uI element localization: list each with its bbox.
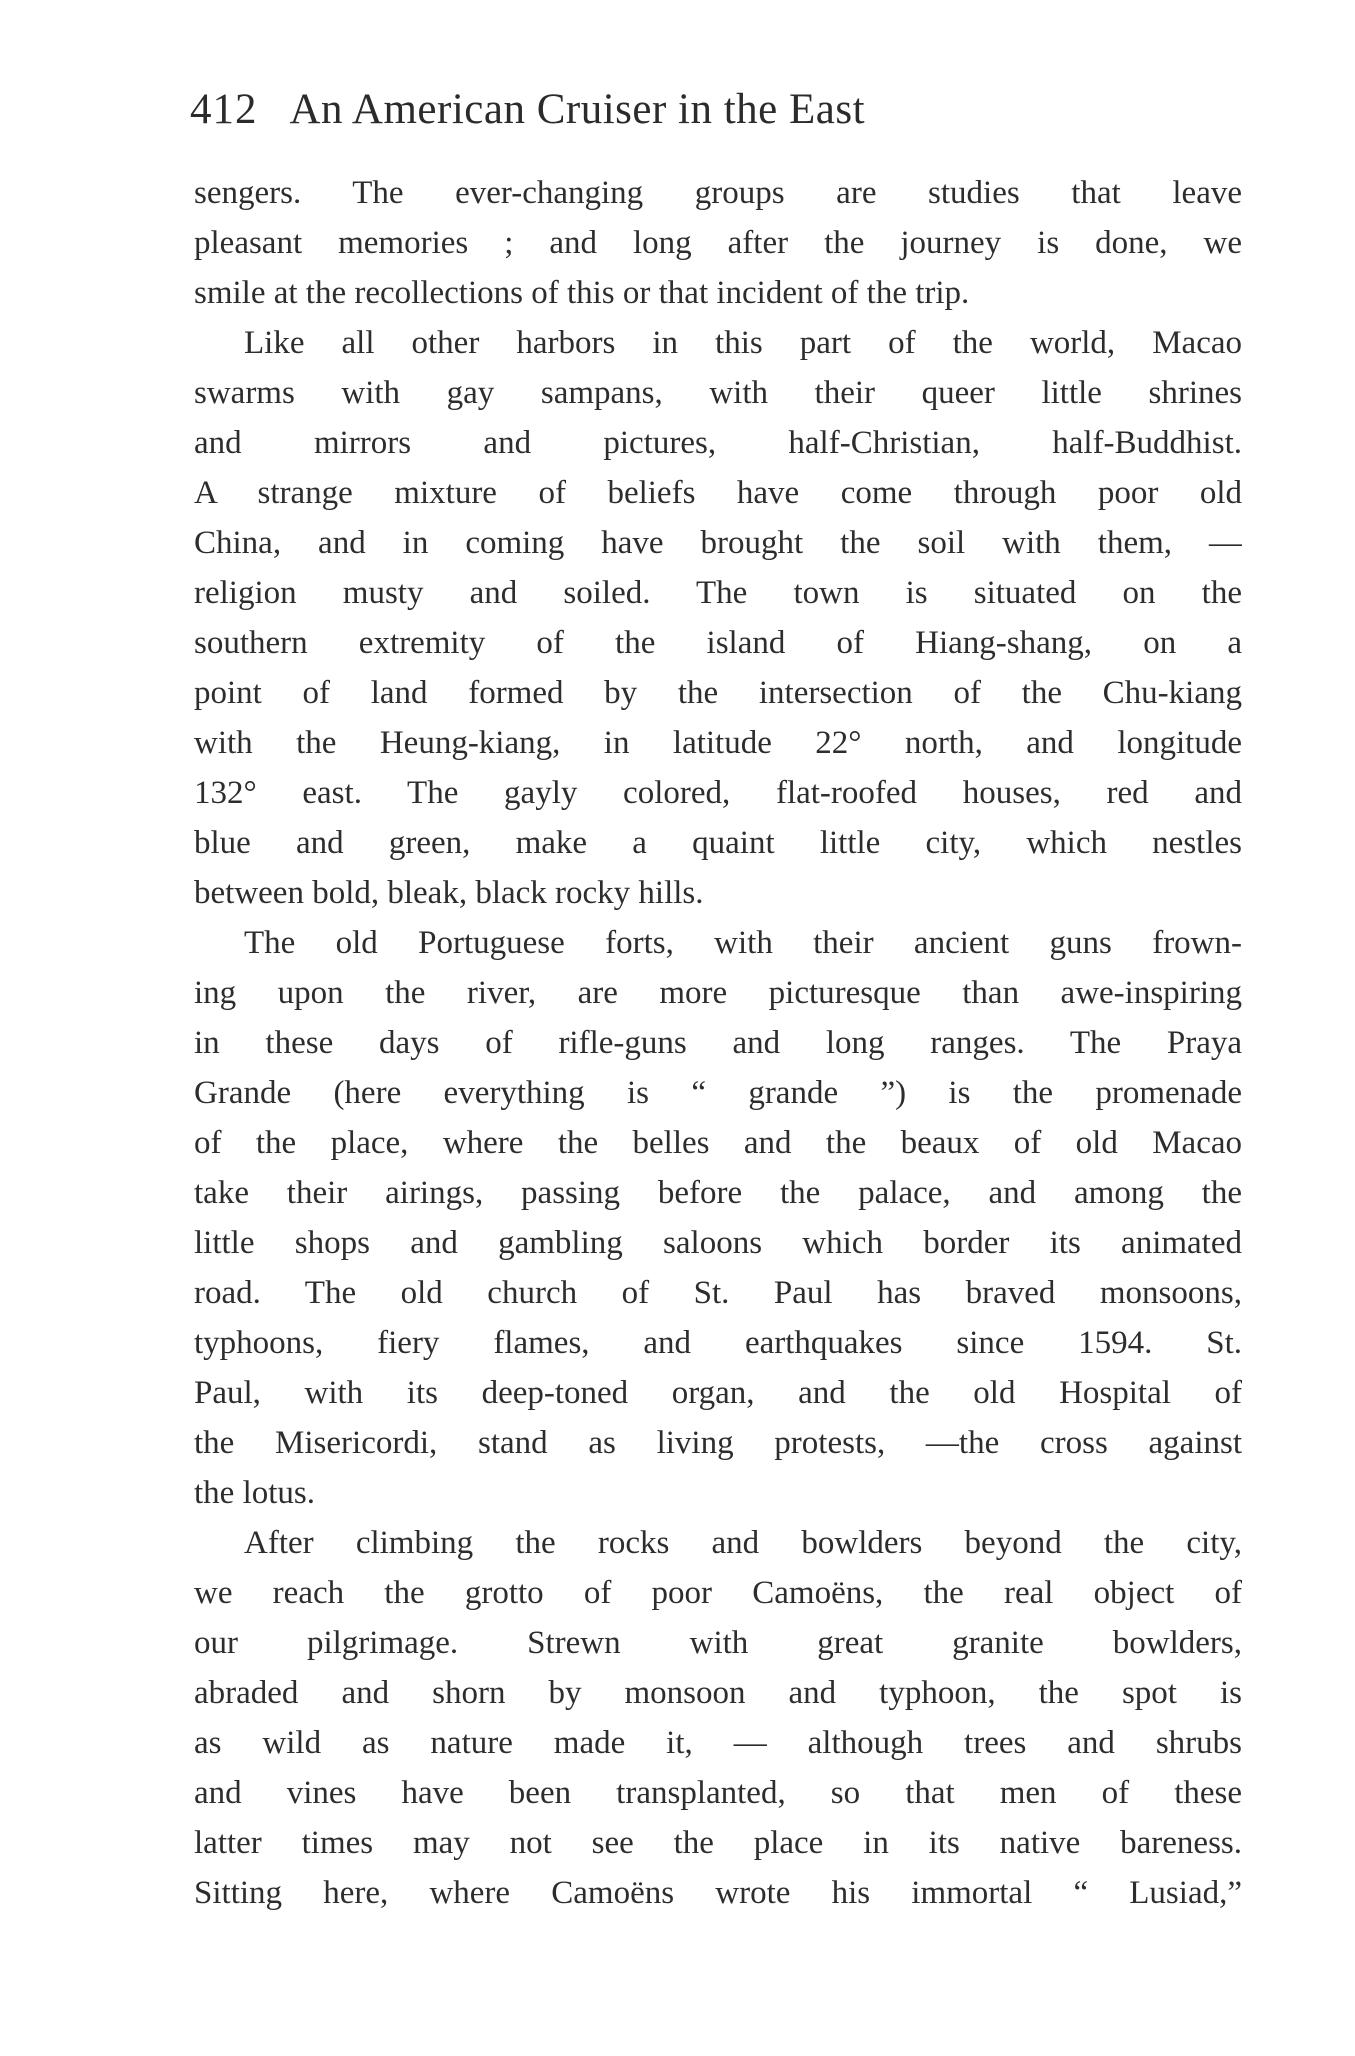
book-title: An American Cruiser in the East: [289, 86, 866, 133]
text-line: 132° east. The gayly colored, flat-roofed houses, red and: [194, 775, 1242, 811]
text-line: point of land formed by the intersection of the Chu-kiang: [194, 675, 1242, 711]
text-line: latter times may not see the place in its native bareness.: [194, 1825, 1242, 1861]
text-line: in these days of rifle-guns and long ranges. The Praya: [194, 1025, 1242, 1061]
paragraph: [194, 318, 1242, 918]
running-head: [190, 80, 1190, 140]
text-line: road. The old church of St. Paul has braved monsoons,: [194, 1275, 1242, 1311]
body-text: [194, 168, 1242, 1918]
text-line: and mirrors and pictures, half-Christian, half-Buddhist.: [194, 425, 1242, 461]
text-line: take their airings, passing before the palace, and among the: [194, 1175, 1242, 1211]
paragraph: [194, 168, 1242, 318]
text-line: swarms with gay sampans, with their queer little shrines: [194, 375, 1242, 411]
text-line: we reach the grotto of poor Camoëns, the real object of: [194, 1575, 1242, 1611]
text-line: typhoons, fiery flames, and earthquakes since 1594. St.: [194, 1325, 1242, 1361]
text-line: the Misericordi, stand as living protests, —the cross against: [194, 1425, 1242, 1461]
text-line: sengers. The ever-changing groups are studies that leave: [194, 175, 1242, 211]
text-line: as wild as nature made it, — although trees and shrubs: [194, 1725, 1242, 1761]
text-line: The old Portuguese forts, with their ancient guns frown-: [244, 925, 1242, 961]
text-line: with the Heung-kiang, in latitude 22° north, and longitude: [194, 725, 1242, 761]
text-line: Grande (here everything is “ grande ”) is the promenade: [194, 1075, 1242, 1111]
text-line: abraded and shorn by monsoon and typhoon, the spot is: [194, 1675, 1242, 1711]
text-line: pleasant memories ; and long after the journey is done, we: [194, 225, 1242, 261]
text-line: and vines have been transplanted, so that men of these: [194, 1775, 1242, 1811]
text-line: A strange mixture of beliefs have come through poor old: [194, 475, 1242, 511]
text-line: China, and in coming have brought the soil with them, —: [194, 525, 1242, 561]
page-number: 412: [190, 86, 258, 133]
paragraph: [194, 918, 1242, 1518]
text-line: religion musty and soiled. The town is situated on the: [194, 575, 1242, 611]
text-line: little shops and gambling saloons which border its animated: [194, 1225, 1242, 1261]
text-line: Sitting here, where Camoëns wrote his immortal “ Lusiad,”: [194, 1875, 1242, 1911]
text-line: between bold, bleak, black rocky hills.: [194, 875, 704, 911]
text-line: the lotus.: [194, 1475, 315, 1511]
paragraph: [194, 1518, 1242, 1918]
text-line: Like all other harbors in this part of the world, Macao: [244, 325, 1242, 361]
text-line: blue and green, make a quaint little city, which nestles: [194, 825, 1242, 861]
text-line: ing upon the river, are more picturesque than awe-inspiring: [194, 975, 1242, 1011]
text-line: of the place, where the belles and the beaux of old Macao: [194, 1125, 1242, 1161]
text-line: smile at the recollections of this or that incident of the trip.: [194, 275, 970, 311]
text-line: our pilgrimage. Strewn with great granite bowlders,: [194, 1625, 1242, 1661]
text-line: Paul, with its deep-toned organ, and the old Hospital of: [194, 1375, 1242, 1411]
text-line: southern extremity of the island of Hiang-shang, on a: [194, 625, 1242, 661]
text-line: After climbing the rocks and bowlders beyond the city,: [244, 1525, 1242, 1561]
